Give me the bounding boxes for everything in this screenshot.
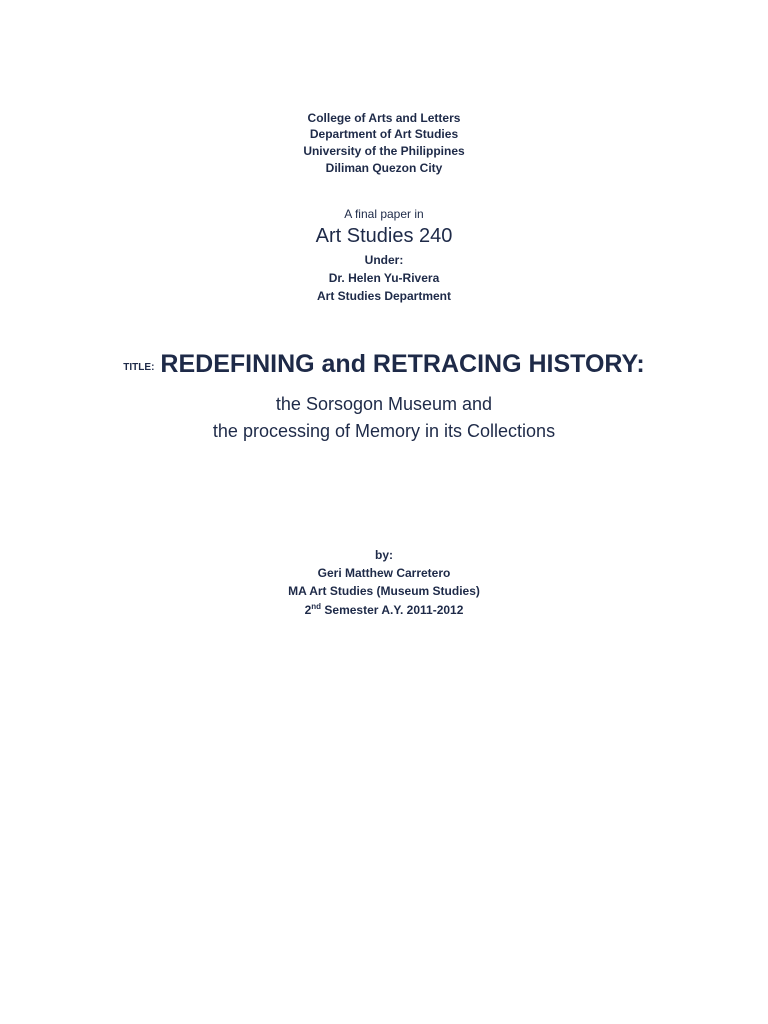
title-prefix: TITLE:	[123, 362, 155, 373]
semester-rest: Semester A.Y. 2011-2012	[321, 603, 464, 617]
semester-number: 2	[304, 603, 312, 617]
paper-title: REDEFINING and RETRACING HISTORY:	[160, 350, 645, 378]
semester-line	[0, 602, 768, 617]
college-name: College of Arts and Letters	[307, 111, 461, 125]
paper-intro: A final paper in	[344, 207, 424, 221]
semester-suffix: nd	[311, 602, 322, 611]
department-name: Department of Art Studies	[309, 127, 459, 141]
adviser-name: Dr. Helen Yu-Rivera	[328, 271, 440, 285]
under-label: Under:	[364, 253, 404, 267]
title-row	[0, 350, 768, 379]
by-label: by:	[375, 548, 393, 562]
university-name: University of the Philippines	[303, 144, 465, 158]
adviser-department: Art Studies Department	[316, 289, 452, 303]
author-name: Geri Matthew Carretero	[317, 566, 451, 580]
course-name: Art Studies 240	[315, 225, 453, 247]
university-location: Diliman Quezon City	[325, 161, 443, 175]
author-program: MA Art Studies (Museum Studies)	[288, 584, 480, 598]
subtitle-line-1: the Sorsogon Museum and	[275, 394, 493, 414]
subtitle-line-2: the processing of Memory in its Collections	[212, 421, 556, 441]
